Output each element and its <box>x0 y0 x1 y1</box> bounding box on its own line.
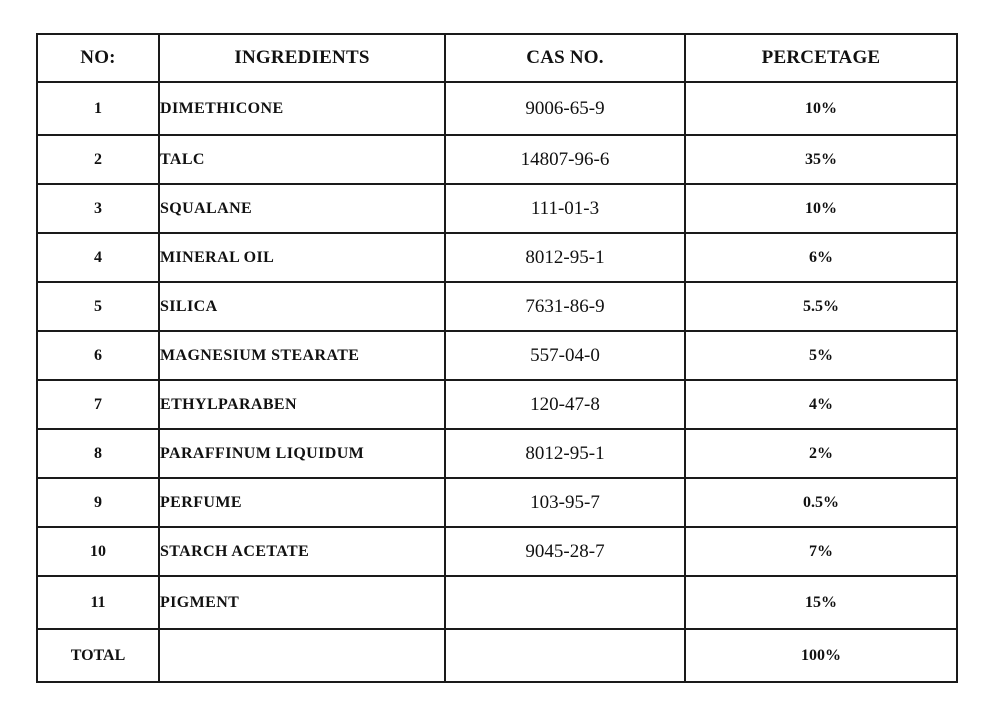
ingredients-table <box>36 33 958 683</box>
row-number: 2 <box>37 135 159 184</box>
ingredient-name: STARCH ACETATE <box>159 527 445 576</box>
row-number: 4 <box>37 233 159 282</box>
ingredient-name: PERFUME <box>159 478 445 527</box>
cas-number: 120-47-8 <box>445 380 685 429</box>
ingredient-name: SQUALANE <box>159 184 445 233</box>
total-cas-empty <box>445 629 685 682</box>
row-number: 7 <box>37 380 159 429</box>
cas-number: 103-95-7 <box>445 478 685 527</box>
header-no: NO: <box>37 34 159 82</box>
percentage-value: 10% <box>685 184 957 233</box>
ingredient-name: MAGNESIUM STEARATE <box>159 331 445 380</box>
ingredient-name: SILICA <box>159 282 445 331</box>
cas-number: 8012-95-1 <box>445 429 685 478</box>
cas-number: 14807-96-6 <box>445 135 685 184</box>
cas-number <box>445 576 685 629</box>
table-row <box>37 184 957 233</box>
row-number: 9 <box>37 478 159 527</box>
percentage-value: 35% <box>685 135 957 184</box>
ingredient-name: PARAFFINUM LIQUIDUM <box>159 429 445 478</box>
percentage-value: 5% <box>685 331 957 380</box>
percentage-value: 15% <box>685 576 957 629</box>
table-row <box>37 429 957 478</box>
ingredient-name: ETHYLPARABEN <box>159 380 445 429</box>
cas-number: 9006-65-9 <box>445 82 685 135</box>
header-row <box>37 34 957 82</box>
table-row <box>37 527 957 576</box>
header-ingredients: INGREDIENTS <box>159 34 445 82</box>
table-row <box>37 478 957 527</box>
total-row <box>37 629 957 682</box>
percentage-value: 10% <box>685 82 957 135</box>
percentage-value: 0.5% <box>685 478 957 527</box>
row-number: 5 <box>37 282 159 331</box>
row-number: 1 <box>37 82 159 135</box>
table-row <box>37 380 957 429</box>
row-number: 11 <box>37 576 159 629</box>
header-cas: CAS NO. <box>445 34 685 82</box>
total-label: TOTAL <box>37 629 159 682</box>
percentage-value: 2% <box>685 429 957 478</box>
cas-number: 111-01-3 <box>445 184 685 233</box>
percentage-value: 6% <box>685 233 957 282</box>
table-row <box>37 331 957 380</box>
percentage-value: 5.5% <box>685 282 957 331</box>
cas-number: 8012-95-1 <box>445 233 685 282</box>
row-number: 10 <box>37 527 159 576</box>
table-row <box>37 135 957 184</box>
row-number: 8 <box>37 429 159 478</box>
cas-number: 7631-86-9 <box>445 282 685 331</box>
cas-number: 557-04-0 <box>445 331 685 380</box>
ingredient-name: MINERAL OIL <box>159 233 445 282</box>
table-row <box>37 282 957 331</box>
total-percentage: 100% <box>685 629 957 682</box>
row-number: 3 <box>37 184 159 233</box>
ingredient-name: DIMETHICONE <box>159 82 445 135</box>
row-number: 6 <box>37 331 159 380</box>
percentage-value: 4% <box>685 380 957 429</box>
header-percentage: PERCETAGE <box>685 34 957 82</box>
table-row <box>37 576 957 629</box>
ingredient-name: TALC <box>159 135 445 184</box>
total-ingredient-empty <box>159 629 445 682</box>
table-row <box>37 82 957 135</box>
ingredient-name: PIGMENT <box>159 576 445 629</box>
percentage-value: 7% <box>685 527 957 576</box>
cas-number: 9045-28-7 <box>445 527 685 576</box>
table-row <box>37 233 957 282</box>
